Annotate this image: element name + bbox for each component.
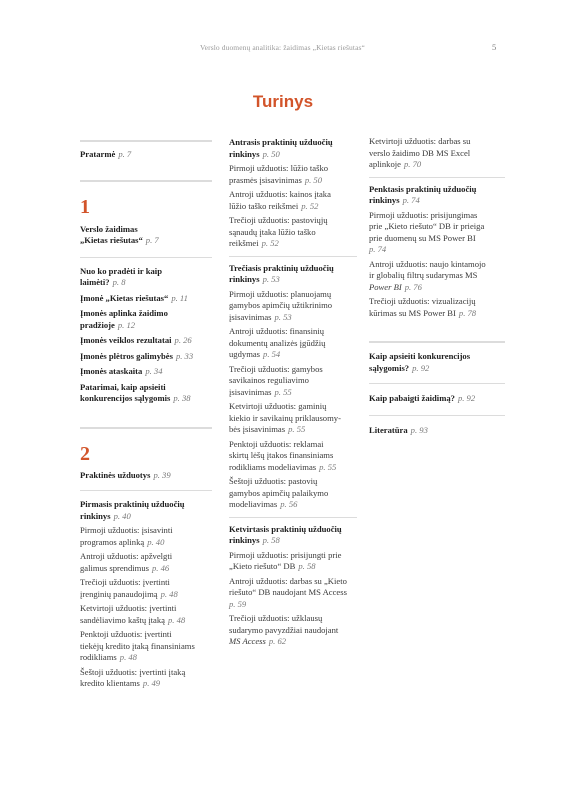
toc-task[interactable]: Trečioji užduotis: pastoviųjų sąnaudų įtaka lūžio taško reikšmei p. 52: [229, 215, 328, 248]
toc-task[interactable]: Ketvirtoji užduotis: įvertinti sandėliavimo kaštų įtaką p. 48: [80, 603, 186, 625]
page-ref: p. 39: [153, 469, 171, 480]
toc-entry-preface[interactable]: Pratarmė p. 7: [80, 149, 132, 159]
toc-task[interactable]: Antroji užduotis: naujo kintamojo ir globalių filtrų sudarymas MS Power BI p. 76: [369, 258, 486, 292]
toc-entry[interactable]: Įmonė „Kietas riešutas“ p. 11: [80, 292, 188, 303]
page-ref: p. 54: [263, 349, 281, 359]
toc-group-heading[interactable]: Ketvirtasis praktinių užduočių rinkinys p. 58: [229, 523, 342, 545]
toc-task[interactable]: Pirmoji užduotis: įsisavinti programos aplinką p. 40: [80, 525, 173, 547]
section-rule: [80, 427, 212, 429]
page-ref: p. 56: [280, 499, 298, 509]
toc-column-2: [229, 137, 357, 648]
page-ref: p. 58: [298, 561, 316, 571]
toc-entry[interactable]: Įmonės aplinka žaidimo pradžioje p. 12: [80, 308, 168, 330]
page-ref: p. 48: [167, 614, 186, 625]
divider: [80, 490, 212, 491]
toc-task[interactable]: Trečioji užduotis: vizualizacijų kūrimas su MS Power BI p. 78: [369, 296, 477, 318]
toc-task[interactable]: Pirmoji užduotis: lūžio taško prasmės įsisavinimas p. 50: [229, 163, 329, 185]
page-ref: p. 48: [119, 652, 137, 662]
toc-group-heading[interactable]: Penktasis praktinių užduočių rinkinys p. 74: [369, 183, 477, 205]
toc-entry[interactable]: Patarimai, kaip apsieiti konkurencijos sąlygomis p. 38: [80, 381, 191, 403]
toc-task[interactable]: Šeštoji užduotis: įvertinti įtaką kredito klientams p. 49: [80, 666, 186, 688]
page-ref: p. 93: [410, 424, 428, 435]
toc-group-heading[interactable]: Pirmasis praktinių užduočių rinkinys p. 40: [80, 499, 185, 521]
page-ref: p. 78: [458, 307, 477, 318]
toc-task[interactable]: Antroji užduotis: darbas su „Kieto riešuto“ DB naudojant MS Access p. 59: [229, 575, 347, 609]
running-header-title: Verslo duomenų analitika: žaidimas „Kietas riešutas“: [200, 43, 365, 52]
page-ref: p. 33: [175, 350, 194, 361]
page-ref: p. 53: [262, 274, 280, 284]
page-ref: p. 50: [262, 148, 280, 159]
page-ref: p. 59: [229, 598, 247, 609]
page-ref: p. 46: [152, 562, 170, 573]
toc-task[interactable]: Antroji užduotis: apžvelgti galimus sprendimus p. 46: [80, 551, 173, 573]
toc-column-1: [80, 140, 212, 690]
toc-task[interactable]: Penktoji užduotis: įvertinti tiekėjų kredito įtaką finansiniams rodikliams p. 48: [80, 629, 195, 662]
toc-entry[interactable]: Įmonės veiklos rezultatai p. 26: [80, 335, 192, 345]
page-ref: p. 55: [288, 424, 306, 434]
divider: [369, 415, 505, 416]
toc-column-3: [369, 136, 505, 436]
page-ref: p. 76: [404, 281, 422, 292]
toc-entry-competition[interactable]: Kaip apsieiti konkurencijos sąlygomis? p. 92: [369, 351, 471, 373]
part-number: 1: [80, 195, 90, 218]
page-ref: p. 55: [319, 461, 337, 472]
page-ref: p. 74: [402, 195, 420, 205]
page-ref: p. 26: [174, 335, 192, 345]
toc-task[interactable]: Pirmoji užduotis: prisijungti prie „Kieto riešuto“ DB p. 58: [229, 549, 342, 571]
page-ref: p. 58: [262, 535, 280, 545]
page-ref: p. 38: [173, 393, 191, 403]
page-ref: p. 7: [145, 235, 159, 245]
toc-task[interactable]: Antroji užduotis: finansinių dokumentų analizės įgūdžių ugdymas p. 54: [229, 326, 326, 359]
page-ref: p. 12: [117, 319, 136, 330]
page-ref: p. 49: [142, 678, 161, 688]
toc-entry-literature[interactable]: Literatūra p. 93: [369, 424, 428, 435]
toc-entry-part1-title[interactable]: Verslo žaidimas „Kietas riešutas“ p. 7: [80, 223, 159, 245]
page-ref: p. 92: [412, 362, 430, 373]
toc-entry[interactable]: Nuo ko pradėti ir kaip laimėti? p. 8: [80, 265, 162, 287]
toc-task[interactable]: Trečioji užduotis: gamybos savikainos reguliavimo įsisavinimas p. 55: [229, 363, 323, 397]
page-ref: p. 11: [171, 292, 188, 303]
toc-entry[interactable]: Įmonės ataskaita p. 34: [80, 366, 163, 376]
page-ref: p. 70: [403, 159, 422, 169]
page-ref: p. 40: [113, 510, 131, 521]
section-rule: [369, 341, 505, 343]
page-ref: p. 52: [301, 200, 319, 211]
page-ref: p. 48: [160, 588, 178, 599]
toc-task[interactable]: Pirmoji užduotis: planuojamų gamybos apimčių užtikrinimo įsisavinimas p. 53: [229, 288, 333, 322]
page-ref: p. 34: [145, 366, 163, 376]
toc-task[interactable]: Šeštoji užduotis: pastovių gamybos apimčių palaikymo modeliavimas p. 56: [229, 476, 329, 509]
toc-entry-finish[interactable]: Kaip pabaigti žaidimą? p. 92: [369, 393, 476, 403]
toc-task[interactable]: Trečioji užduotis: užklausų sudarymo pavyzdžiai naudojant MS Access p. 62: [229, 613, 339, 646]
page-ref: p. 8: [112, 277, 126, 287]
divider: [80, 257, 212, 258]
toc-group-heading[interactable]: Trečiasis praktinių užduočių rinkinys p. 53: [229, 262, 334, 284]
page-ref: p. 50: [304, 174, 322, 185]
page-ref: p. 74: [369, 244, 387, 254]
page-ref: p. 62: [268, 636, 287, 646]
divider: [369, 383, 505, 384]
toc-task[interactable]: Trečioji užduotis: įvertinti įrenginių panaudojimą p. 48: [80, 577, 178, 599]
divider: [369, 177, 505, 178]
page-ref: p. 40: [147, 536, 165, 547]
section-rule: [80, 180, 212, 182]
running-header: [0, 43, 566, 55]
page-ref: p. 52: [261, 238, 279, 248]
part-number: 2: [80, 442, 90, 465]
toc-task[interactable]: Antroji užduotis: kainos įtaka lūžio taško reikšmei p. 52: [229, 189, 331, 211]
page-ref: p. 7: [118, 149, 132, 159]
toc-task[interactable]: Penktoji užduotis: reklamai skirtų lėšų įtakos finansiniams rodikliams modeliavimas p. 55: [229, 438, 337, 472]
toc-task[interactable]: Ketvirtoji užduotis: gaminių kiekio ir savikainų priklausomy- bės įsisavinimas p. 55: [229, 401, 341, 434]
toc-task[interactable]: Pirmoji užduotis: prisijungimas prie „Kieto riešuto“ DB ir prieiga prie duomenų su MS Power BI p. 74: [369, 209, 485, 254]
section-rule: [80, 140, 212, 142]
toc-entry-part2-title[interactable]: Praktinės užduotys p. 39: [80, 469, 171, 480]
page-ref: p. 53: [274, 311, 292, 322]
page-number: 5: [492, 42, 497, 52]
page-ref: p. 55: [274, 386, 292, 397]
toc-entry[interactable]: Įmonės plėtros galimybės p. 33: [80, 350, 194, 361]
toc-group-heading[interactable]: Antrasis praktinių užduočių rinkinys p. 50: [229, 137, 333, 159]
divider: [229, 517, 357, 518]
page-title: Turinys: [252, 92, 314, 111]
toc-task[interactable]: Ketvirtoji užduotis: darbas su verslo žaidimo DB MS Excel aplinkoje p. 70: [369, 136, 471, 169]
divider: [229, 256, 357, 257]
page-ref: p. 92: [457, 393, 476, 403]
